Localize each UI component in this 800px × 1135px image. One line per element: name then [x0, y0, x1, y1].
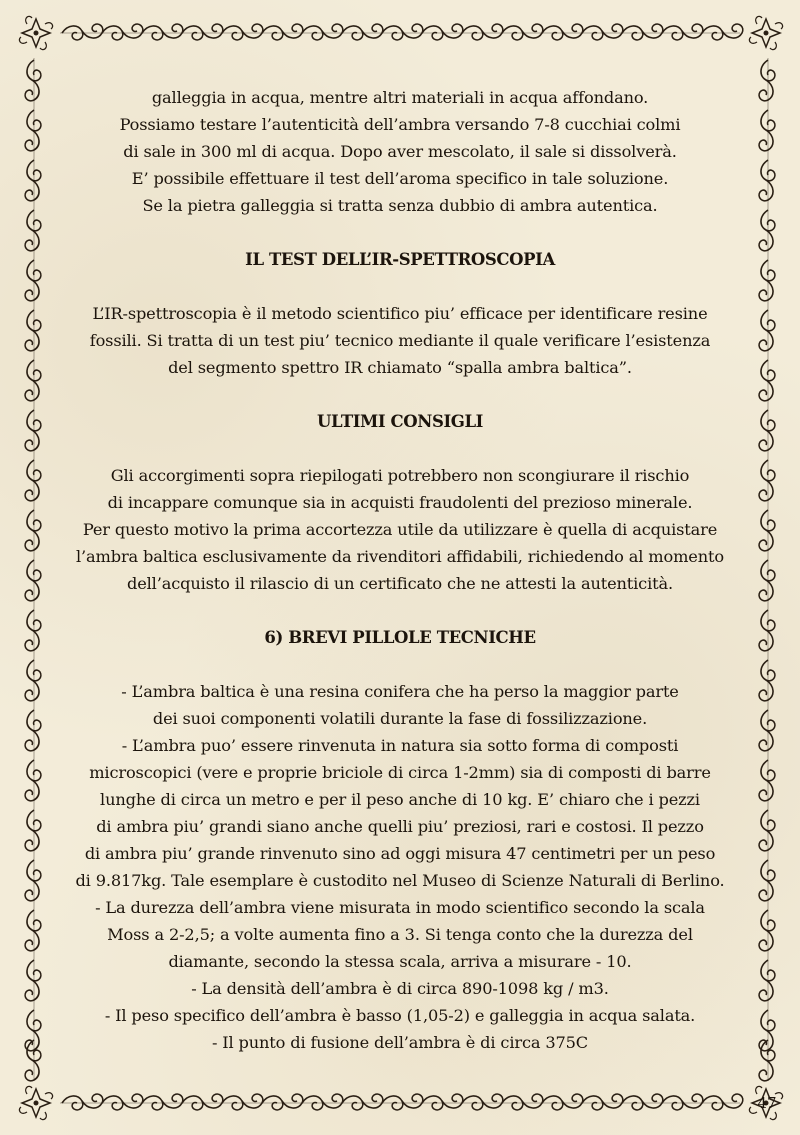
text-line: fossili. Si tratta di un test piu’ tecnico mediante il quale verificare l’esistenza	[89, 331, 711, 350]
paragraph-final-tips	[62, 462, 738, 597]
text-line: microscopici (vere e proprie briciole di circa 1-2mm) sia di composti di barre	[89, 763, 711, 782]
corner-flourish-icon	[749, 16, 782, 49]
text-line: dell’acquisto il rilascio di un certificato che ne attesti la autenticità.	[127, 574, 673, 593]
text-line: di ambra piu’ grande rinvenuto sino ad oggi misura 47 centimetri per un peso	[84, 844, 716, 863]
text-line: l’ambra baltica esclusivamente da rivenditori affidabili, richiedendo al momento	[76, 547, 724, 566]
page-number: 47	[757, 1094, 777, 1112]
text-line: del segmento spettro IR chiamato “spalla ambra baltica”.	[168, 358, 632, 377]
text-line: di sale in 300 ml di acqua. Dopo aver mescolato, il sale si dissolverà.	[123, 142, 677, 161]
heading-final-tips: ULTIMI CONSIGLI	[316, 412, 483, 431]
corner-flourish-icon	[19, 1086, 52, 1119]
text-line: E’ possibile effettuare il test dell’aroma specifico in tale soluzione.	[131, 169, 669, 188]
top-border-scroll	[60, 24, 743, 40]
text-line: dei suoi componenti volatili durante la fase di fossilizzazione.	[152, 709, 648, 728]
paragraph-ir-test	[62, 300, 738, 381]
text-line: Gli accorgimenti sopra riepilogati potrebbero non scongiurare il rischio	[110, 466, 690, 485]
text-line: Moss a 2-2,5; a volte aumenta fino a 3. Si tenga conto che la durezza del	[107, 925, 693, 944]
text-line: galleggia in acqua, mentre altri materiali in acqua affondano.	[151, 88, 649, 107]
heading-technical-notes: 6) BREVI PILLOLE TECNICHE	[264, 628, 536, 647]
text-line: - Il peso specifico dell’ambra è basso (1,05-2) e galleggia in acqua salata.	[104, 1006, 696, 1025]
text-line: - La densità dell’ambra è di circa 890-1098 kg / m3.	[191, 979, 609, 998]
text-line: Se la pietra galleggia si tratta senza dubbio di ambra autentica.	[142, 196, 658, 215]
bottom-border-scroll	[60, 1094, 743, 1110]
corner-flourish-icon	[19, 16, 52, 49]
page-body	[62, 84, 738, 1056]
text-line: diamante, secondo la stessa scala, arriva a misurare - 10.	[168, 952, 632, 971]
text-line: Per questo motivo la prima accortezza utile da utilizzare è quella di acquistare	[82, 520, 718, 539]
text-line: L’IR-spettroscopia è il metodo scientifico piu’ efficace per identificare resine	[92, 304, 708, 323]
text-line: - L’ambra puo’ essere rinvenuta in natura sia sotto forma di composti	[121, 736, 679, 755]
text-line: lunghe di circa un metro e per il peso anche di 10 kg. E’ chiaro che i pezzi	[100, 790, 700, 809]
right-border-scroll	[759, 58, 775, 1081]
text-line: - L’ambra baltica è una resina conifera che ha perso la maggior parte	[121, 682, 679, 701]
paragraph-technical-notes	[62, 678, 738, 1056]
text-line: Possiamo testare l’autenticità dell’ambra versando 7-8 cucchiai colmi	[119, 115, 681, 134]
heading-ir-test: IL TEST DELL’IR-SPETTROSCOPIA	[245, 250, 555, 269]
text-line: di incappare comunque sia in acquisti fraudolenti del prezioso minerale.	[107, 493, 693, 512]
text-line: - Il punto di fusione dell’ambra è di circa 375C	[211, 1033, 589, 1052]
paragraph-float-test	[62, 84, 738, 219]
text-line: di ambra piu’ grandi siano anche quelli piu’ preziosi, rari e costosi. Il pezzo	[96, 817, 704, 836]
left-border-scroll	[25, 58, 41, 1081]
text-line: di 9.817kg. Tale esemplare è custodito nel Museo di Scienze Naturali di Berlino.	[75, 871, 725, 890]
text-line: - La durezza dell’ambra viene misurata in modo scientifico secondo la scala	[95, 898, 705, 917]
